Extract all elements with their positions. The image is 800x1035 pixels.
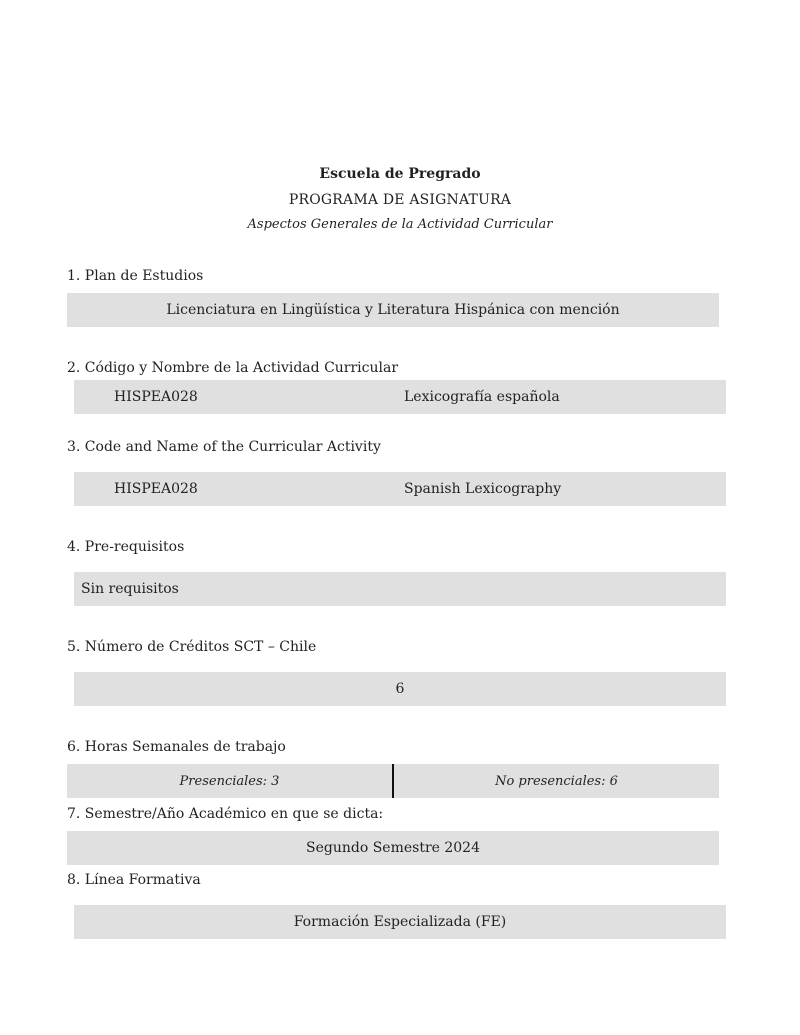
prerequisites-label: 4. Pre-requisitos: [67, 539, 185, 555]
semester-label: 7. Semestre/Año Académico en que se dicta:: [67, 806, 384, 822]
plan-value: Licenciatura en Lingüística y Literatura Hispánica con mención: [166, 302, 620, 318]
credits-label: 5. Número de Créditos SCT – Chile: [67, 639, 317, 655]
plan-label: 1. Plan de Estudios: [67, 268, 204, 284]
program-title: PROGRAMA DE ASIGNATURA: [288, 192, 512, 208]
program-subtitle: Aspectos Generales de la Actividad Curricular: [247, 217, 553, 232]
school-title: Escuela de Pregrado: [319, 166, 481, 182]
prerequisites-value: Sin requisitos: [81, 581, 179, 597]
plan-box: [67, 293, 719, 327]
code-name-en-label: 3. Code and Name of the Curricular Activity: [67, 439, 381, 455]
semester-box: [67, 831, 719, 865]
code-name-en-box: [74, 472, 726, 506]
line-box: [74, 905, 726, 939]
code-name-es-box: [74, 380, 726, 414]
name-en-value: Spanish Lexicography: [404, 481, 562, 497]
prerequisites-box: [74, 572, 726, 606]
code-es-value: HISPEA028: [114, 389, 198, 405]
name-es-value: Lexicografía española: [404, 389, 560, 405]
line-value: Formación Especializada (FE): [293, 914, 507, 930]
line-label: 8. Línea Formativa: [67, 872, 201, 888]
hours-box: [67, 764, 719, 798]
hours-in-person: Presenciales: 3: [179, 773, 280, 789]
credits-value: 6: [395, 681, 405, 697]
credits-box: [74, 672, 726, 706]
semester-value: Segundo Semestre 2024: [305, 840, 480, 856]
code-en-value: HISPEA028: [114, 481, 198, 497]
hours-label: 6. Horas Semanales de trabajo: [67, 739, 286, 755]
hours-remote: No presenciales: 6: [495, 773, 618, 789]
code-name-es-label: 2. Código y Nombre de la Actividad Curricular: [67, 360, 399, 376]
